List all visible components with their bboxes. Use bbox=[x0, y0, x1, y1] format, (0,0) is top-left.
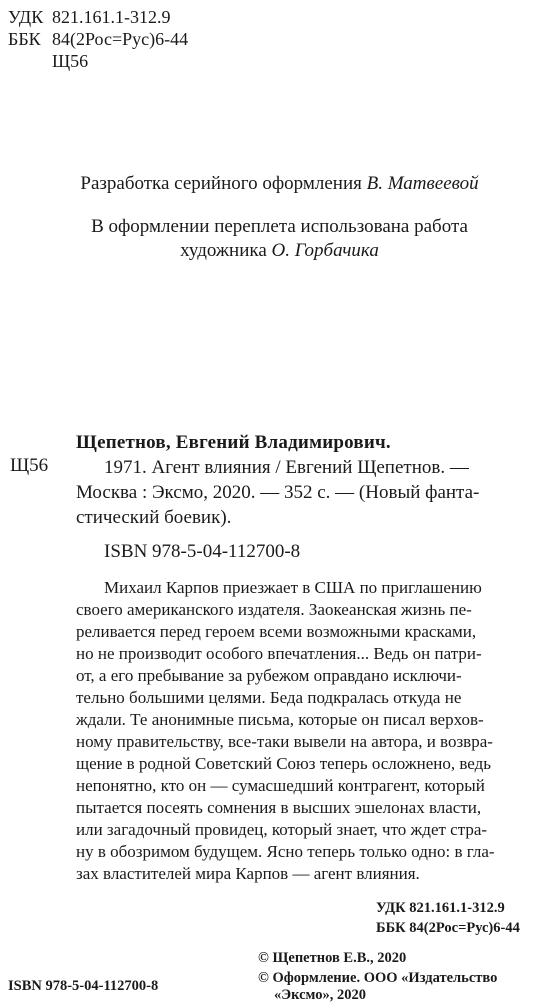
udk-code-top bbox=[8, 6, 171, 28]
bib-line-2: Москва : Эксмо, 2020. — 352 с. — (Новый фанта- bbox=[76, 482, 480, 503]
bbk-label: ББК bbox=[8, 29, 41, 49]
annotation-line: зах властителей мира Карпов — агент влияния. bbox=[76, 864, 420, 883]
series-design-prefix: Разработка серийного оформления bbox=[80, 173, 362, 194]
cover-artist-name: О. Горбачика bbox=[271, 240, 379, 261]
isbn-entry: ISBN 978-5-04-112700-8 bbox=[104, 541, 301, 562]
annotation-line: ну в обозримом будущем. Ясно теперь только одно: в гла- bbox=[76, 842, 495, 861]
copyright-design-line1: © Оформление. ООО «Издательство bbox=[258, 970, 498, 986]
series-design-credit bbox=[0, 172, 559, 196]
annotation-line: но не производит особого впечатления... Ведь он патри- bbox=[76, 644, 482, 663]
udk-code-bottom: УДК 821.161.1-312.9 bbox=[376, 900, 505, 916]
author-heading: Щепетнов, Евгений Владимирович. bbox=[76, 432, 391, 453]
udk-value: 821.161.1-312.9 bbox=[52, 7, 171, 27]
annotation-line: ждали. Те анонимные письма, которые он писал верхов- bbox=[76, 710, 484, 729]
annotation-line: тельно большими целями. Беда подкралась откуда не bbox=[76, 688, 462, 707]
annotation-line: непонятно, кто он — сумасшедший контрагент, который bbox=[76, 776, 485, 795]
series-designer-name: В. Матвеевой bbox=[366, 173, 479, 194]
bib-line-1: 1971. Агент влияния / Евгений Щепетнов. — bbox=[104, 457, 469, 478]
copyright-design-line2: «Эксмо», 2020 bbox=[274, 987, 366, 1003]
annotation-line: пытается посеять сомнения в высших эшелонах власти, bbox=[76, 798, 482, 817]
bbk-value: 84(2Рос=Рус)6-44 bbox=[52, 29, 189, 49]
annotation-line: Михаил Карпов приезжает в США по приглашению bbox=[104, 578, 482, 597]
isbn-bottom: ISBN 978-5-04-112700-8 bbox=[8, 978, 159, 994]
annotation-line: ному правительству, все-таки вывели на автора, и возвра- bbox=[76, 732, 493, 751]
bib-line-3: стический боевик). bbox=[76, 507, 232, 528]
copyright-author: © Щепетнов Е.В., 2020 bbox=[258, 950, 407, 966]
annotation-line: от, а его пребывание за рубежом оправдано исключи- bbox=[76, 666, 462, 685]
bbk-code-top bbox=[8, 28, 188, 50]
annotation-line: или загадочный провидец, который знает, что ждет стра- bbox=[76, 820, 488, 839]
annotation-line: реливается перед героем всеми возможными красками, bbox=[76, 622, 477, 641]
cover-artist-prefix: художника bbox=[180, 240, 267, 261]
author-mark-gutter: Щ56 bbox=[10, 455, 49, 476]
author-mark-top: Щ56 bbox=[52, 51, 89, 71]
cover-credit-line1: В оформлении переплета использована работа bbox=[91, 216, 468, 237]
annotation-line: своего американского издателя. Заокеанская жизнь пе- bbox=[76, 600, 472, 619]
bbk-code-bottom: ББК 84(2Рос=Рус)6-44 bbox=[376, 920, 520, 936]
annotation-line: щение в родной Советский Союз теперь осложнено, ведь bbox=[76, 754, 491, 773]
udk-label: УДК bbox=[8, 7, 44, 27]
cover-credit-line2 bbox=[0, 239, 559, 263]
